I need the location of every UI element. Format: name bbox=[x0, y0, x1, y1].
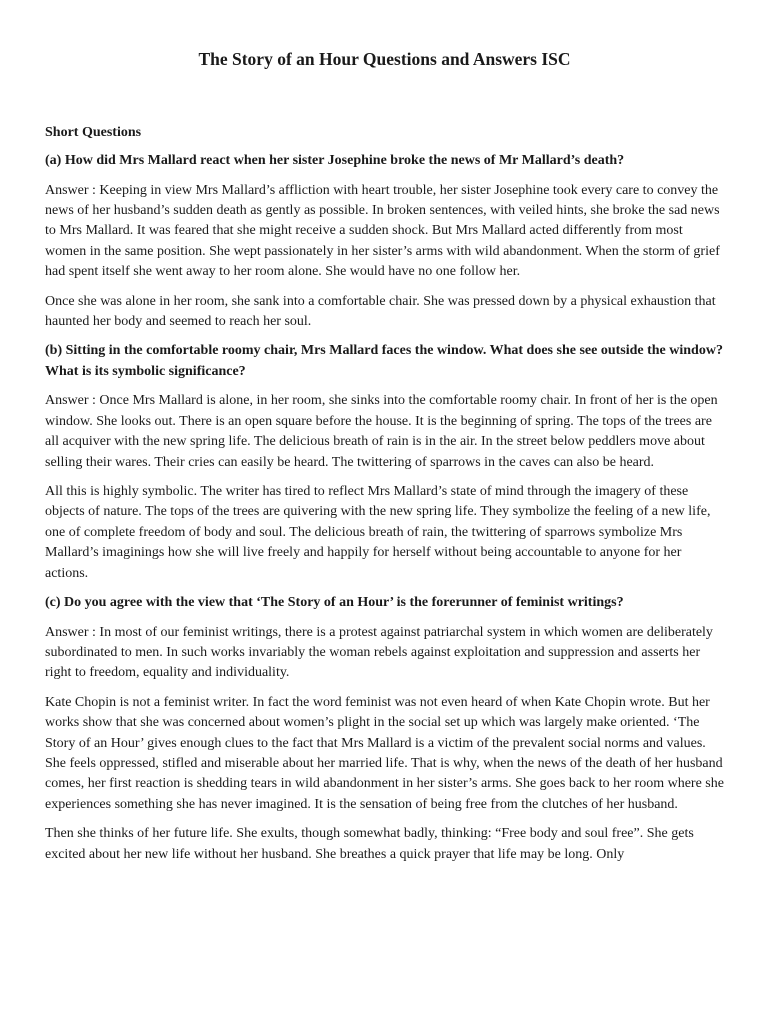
question-a: (a) How did Mrs Mallard react when her sister Josephine broke the news of Mr Mallard’s death? bbox=[45, 153, 625, 168]
answer-b-paragraph-2: All this is highly symbolic. The writer has tired to reflect Mrs Mallard’s state of mind through the imagery of these objects of nature. The tops of the trees are quivering with the new spring life. They symbolize the feeling of a new life, one of complete freedom of body and soul. The delicious breath of rain, the twittering of sparrows symbolize Mrs Mallard’s imaginings how she will live freely and happily for herself without being accountable to anyone for her actions. bbox=[45, 483, 711, 581]
question-b: (b) Sitting in the comfortable roomy chair, Mrs Mallard faces the window. What does she see outside the window? What is its symbolic significance? bbox=[45, 343, 723, 379]
answer-c-paragraph-3: Then she thinks of her future life. She exults, though somewhat badly, thinking: “Free body and soul free”. She gets excited about her new life without her husband. She breathes a quick prayer that life may be long. Only bbox=[45, 826, 694, 862]
answer-a-paragraph-2: Once she was alone in her room, she sank into a comfortable chair. She was pressed down by a physical exhaustion that haunted her body and seemed to reach her soul. bbox=[45, 293, 716, 329]
answer-c-paragraph-2: Kate Chopin is not a feminist writer. In fact the word feminist was not even heard of when Kate Chopin wrote. But her works show that she was concerned about women’s plight in the social set up which was largely make oriented. ‘The Story of an Hour’ gives enough clues to the fact that Mrs Mallard is a victim of the prevalent social norms and values. She feels oppressed, stifled and miserable about her married life. That is why, when the news of the death of her husband comes, her first reaction is shedding tears in wild abandonment in her sister’s arms. She goes back to her room where she experiences something she has never imagined. It is the sensation of being free from the clutches of her husband. bbox=[45, 694, 724, 812]
answer-a-paragraph-1: Answer : Keeping in view Mrs Mallard’s affliction with heart trouble, her sister Josephine took every care to convey the news of her husband’s sudden death as gently as possible. In broken sentences, with veiled hints, she broke the sad news to Mrs Mallard. It was feared that she might receive a sudden shock. But Mrs Mallard acted differently from most women in the same position. She wept passionately in her sister’s arms with wild abandonment. When the storm of grief had spent itself she went away to her room alone. She would have no one follow her. bbox=[45, 182, 720, 280]
answer-b-paragraph-1: Answer : Once Mrs Mallard is alone, in her room, she sinks into the comfortable roomy chair. In front of her is the open window. She looks out. There is an open square before the house. It is the beginning of spring. The tops of the trees are all acquiver with the new spring life. The delicious breath of rain is in the air. In the street below peddlers move about selling their wares. Their cries can easily be heard. The twittering of sparrows in the caves can also be heard. bbox=[45, 393, 718, 470]
document-title: The Story of an Hour Questions and Answers ISC bbox=[198, 49, 571, 69]
answer-c-paragraph-1: Answer : In most of our feminist writings, there is a protest against patriarchal system in which women are deliberately subordinated to men. In such works invariably the woman rebels against exploitation and suppression and asserts her right to freedom, equality and individuality. bbox=[45, 624, 713, 681]
section-heading: Short Questions bbox=[45, 125, 142, 140]
question-c: (c) Do you agree with the view that ‘The Story of an Hour’ is the forerunner of feminist writings? bbox=[45, 595, 624, 610]
